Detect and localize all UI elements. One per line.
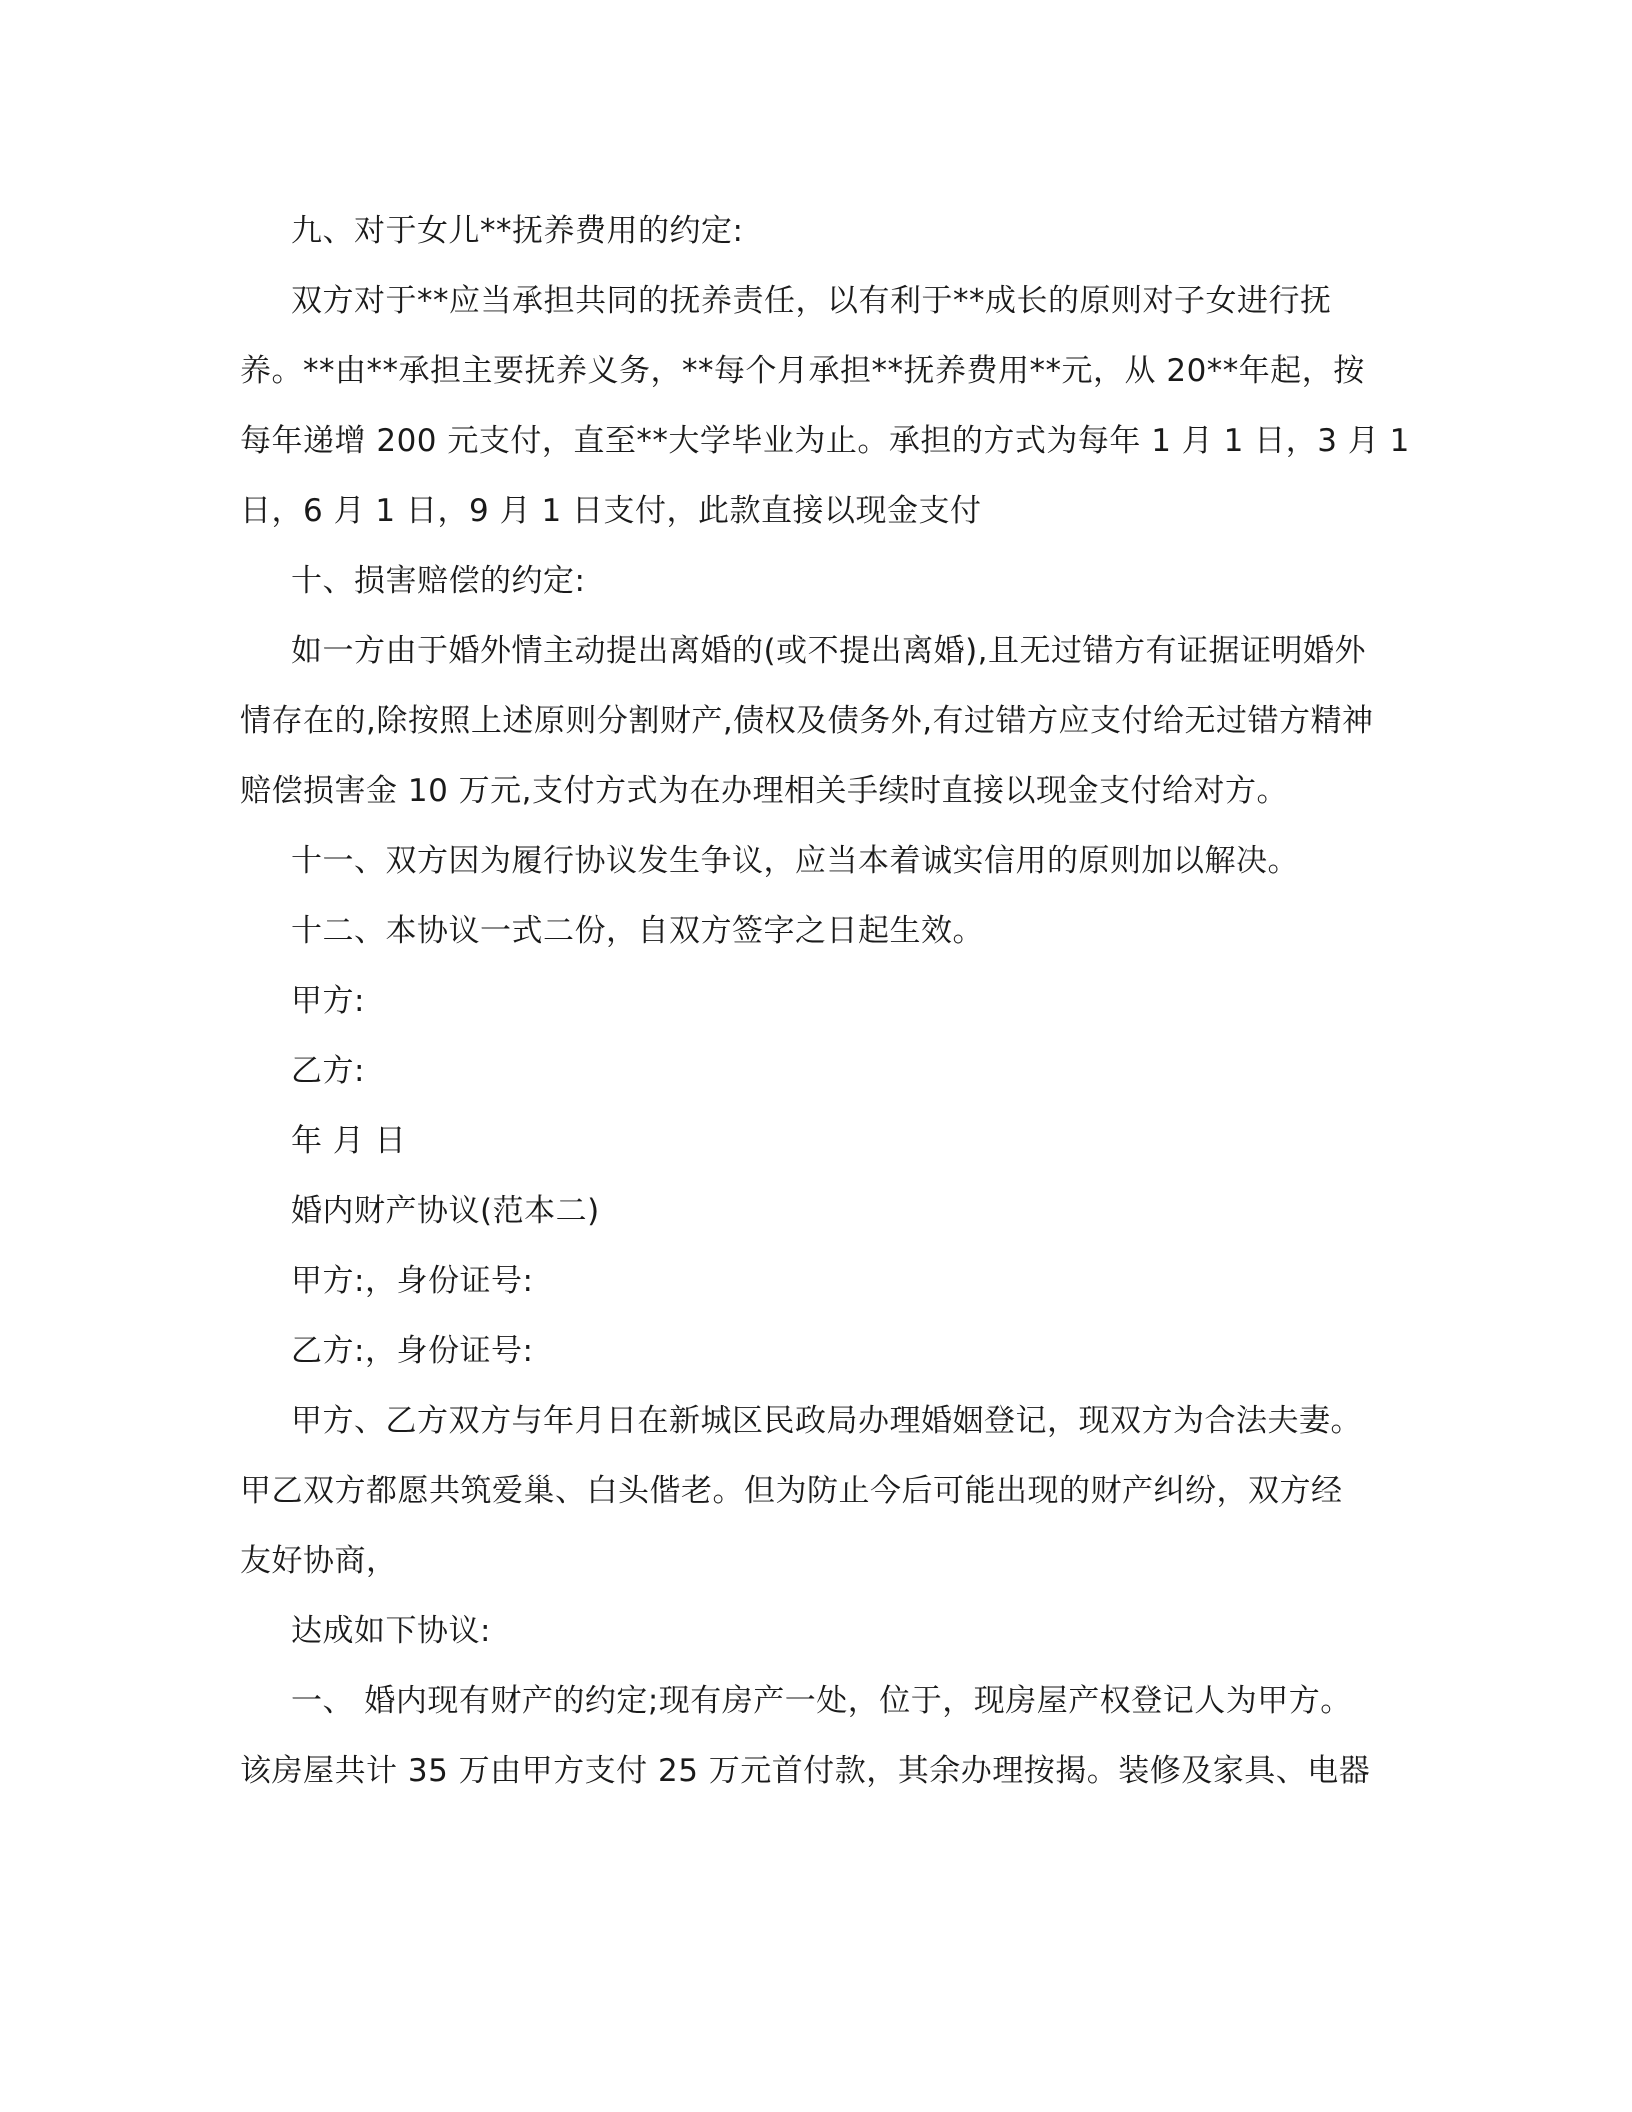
paragraph-line: 日，6 月 1 日，9 月 1 日支付，此款直接以现金支付 <box>240 493 982 529</box>
document-page <box>240 196 1410 1806</box>
agreement-intro-line: 达成如下协议: <box>291 1613 491 1649</box>
paragraph-line: 甲方、乙方双方与年月日在新城区民政局办理婚姻登记，现双方为合法夫妻。 <box>291 1403 1362 1439</box>
paragraph-line: 甲乙双方都愿共筑爱巢、白头偕老。但为防止今后可能出现的财产纠纷，双方经 <box>240 1473 1343 1509</box>
section-12-line: 十二、本协议一式二份，自双方签字之日起生效。 <box>291 913 984 949</box>
paragraph-line: 每年递增 200 元支付，直至**大学毕业为止。承担的方式为每年 1 月 1 日，3 月 1 <box>240 423 1410 459</box>
template-two-title: 婚内财产协议(范本二) <box>291 1193 600 1229</box>
paragraph-line: 赔偿损害金 10 万元,支付方式为在办理相关手续时直接以现金支付给对方。 <box>240 773 1289 809</box>
section-10-heading: 十、损害赔偿的约定: <box>291 563 586 599</box>
paragraph-line: 双方对于**应当承担共同的抚养责任，以有利于**成长的原则对子女进行抚 <box>291 283 1332 319</box>
section-9-heading: 九、对于女儿**抚养费用的约定: <box>291 213 744 249</box>
section-1-line: 一、 婚内现有财产的约定;现有房产一处，位于，现房屋产权登记人为甲方。 <box>291 1683 1352 1719</box>
paragraph-line: 该房屋共计 35 万由甲方支付 25 万元首付款，其余办理按揭。装修及家具、电器 <box>240 1753 1371 1789</box>
date-label: 年 月 日 <box>291 1123 407 1159</box>
party-a-id-line: 甲方:，身份证号: <box>291 1263 534 1299</box>
party-a-signature-label: 甲方: <box>291 983 365 1019</box>
paragraph-line: 如一方由于婚外情主动提出离婚的(或不提出离婚),且无过错方有证据证明婚外 <box>291 633 1367 669</box>
paragraph-line: 情存在的,除按照上述原则分割财产,债权及债务外,有过错方应支付给无过错方精神 <box>240 703 1374 739</box>
paragraph-line: 友好协商， <box>240 1543 398 1579</box>
section-11-line: 十一、双方因为履行协议发生争议，应当本着诚实信用的原则加以解决。 <box>291 843 1299 879</box>
paragraph-line: 养。**由**承担主要抚养义务，**每个月承担**抚养费用**元，从 20**年起，按 <box>240 353 1365 389</box>
party-b-id-line: 乙方:，身份证号: <box>291 1333 534 1369</box>
party-b-signature-label: 乙方: <box>291 1053 365 1089</box>
